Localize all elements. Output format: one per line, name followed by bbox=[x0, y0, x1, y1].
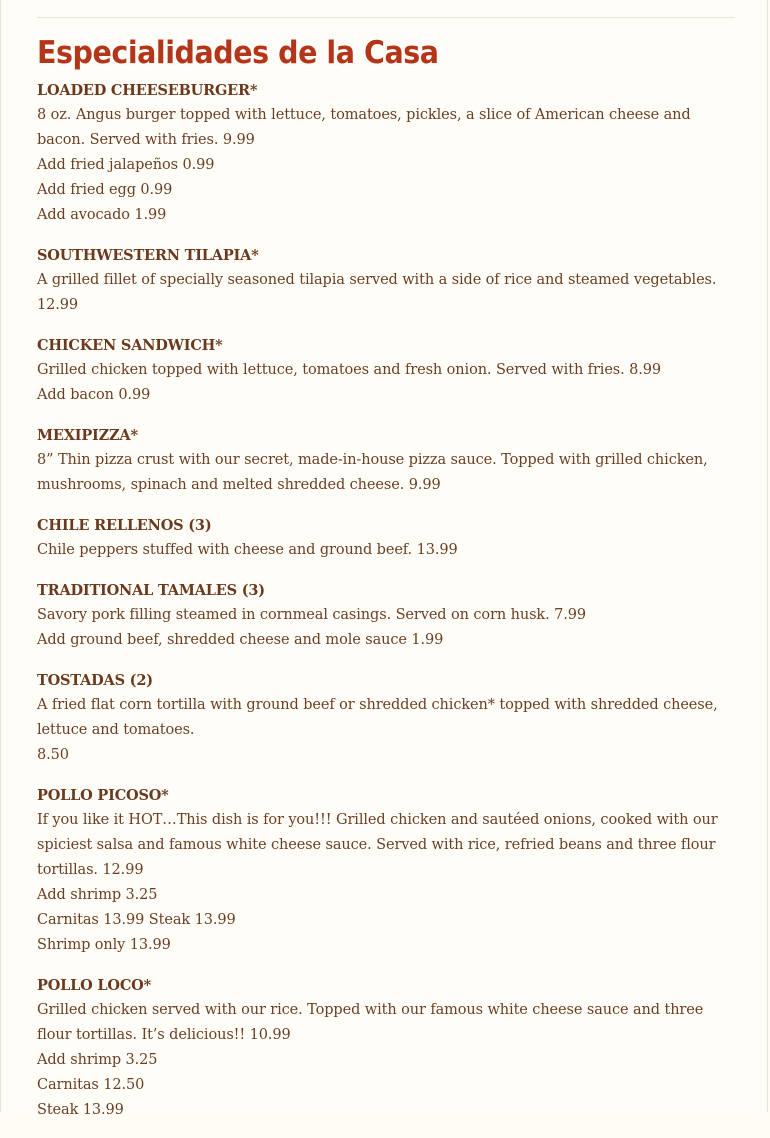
menu-item-name: POLLO LOCO* bbox=[37, 977, 151, 994]
menu-item-detail: Add bacon 0.99 bbox=[37, 387, 151, 403]
menu-item-detail: Carnitas 12.50 bbox=[37, 1077, 145, 1093]
menu-item bbox=[37, 783, 737, 958]
menu-item-detail: A fried flat corn tortilla with ground beef or shredded chicken* topped with shredded cheese, lettuce and tomatoes. bbox=[37, 697, 718, 738]
menu-item-name: LOADED CHEESEBURGER* bbox=[37, 82, 258, 99]
menu-item bbox=[37, 243, 737, 318]
section-title: Especialidades de la Casa bbox=[37, 35, 439, 71]
menu-item bbox=[37, 578, 737, 653]
menu-item-detail: Add fried jalapeños 0.99 bbox=[37, 157, 215, 173]
menu-item-name: MEXIPIZZA* bbox=[37, 427, 138, 444]
menu-item-detail: If you like it HOT…This dish is for you!!! Grilled chicken and sautéed onions, cooked with our spiciest salsa and famous white cheese sauce. Served with rice, refried beans and three flour tortillas. 12.99 bbox=[37, 812, 718, 878]
menu-item-detail: 8 oz. Angus burger topped with lettuce, tomatoes, pickles, a slice of American cheese and bacon. Served with fries. 9.99 bbox=[37, 107, 691, 148]
menu-item-list bbox=[37, 78, 737, 1123]
menu-item-name: CHICKEN SANDWICH* bbox=[37, 337, 223, 354]
menu-item-detail: Grilled chicken served with our rice. Topped with our famous white cheese sauce and three flour tortillas. It’s delicious!! 10.99 bbox=[37, 1002, 704, 1043]
menu-item-name: POLLO PICOSO* bbox=[37, 787, 169, 804]
menu-item-name: TOSTADAS (2) bbox=[37, 672, 153, 689]
menu-item-name: SOUTHWESTERN TILAPIA* bbox=[37, 247, 259, 264]
menu-item-detail: Add shrimp 3.25 bbox=[37, 887, 158, 903]
menu-item bbox=[37, 333, 737, 408]
menu-item-detail: 8.50 bbox=[37, 747, 69, 763]
menu-item-detail: 8” Thin pizza crust with our secret, made-in-house pizza sauce. Topped with grilled chicken, mushrooms, spinach and melted shredded cheese. 9.99 bbox=[37, 452, 708, 493]
menu-item-detail: Shrimp only 13.99 bbox=[37, 937, 171, 953]
menu-content bbox=[37, 34, 737, 1138]
top-divider bbox=[37, 17, 735, 18]
menu-item-detail: Add avocado 1.99 bbox=[37, 207, 167, 223]
menu-item bbox=[37, 78, 737, 228]
menu-item bbox=[37, 668, 737, 768]
menu-item-detail: Steak 13.99 bbox=[37, 1102, 124, 1118]
menu-item-detail: Chile peppers stuffed with cheese and ground beef. 13.99 bbox=[37, 542, 458, 558]
menu-item-detail: Add shrimp 3.25 bbox=[37, 1052, 158, 1068]
menu-item-detail: Add ground beef, shredded cheese and mole sauce 1.99 bbox=[37, 632, 444, 648]
menu-item-detail: Add fried egg 0.99 bbox=[37, 182, 173, 198]
menu-item bbox=[37, 973, 737, 1123]
menu-item-detail: A grilled fillet of specially seasoned tilapia served with a side of rice and steamed vegetables. 12.99 bbox=[37, 272, 717, 313]
menu-item-detail: Grilled chicken topped with lettuce, tomatoes and fresh onion. Served with fries. 8.99 bbox=[37, 362, 662, 378]
menu-item-detail: Carnitas 13.99 Steak 13.99 bbox=[37, 912, 236, 928]
menu-item-name: CHILE RELLENOS (3) bbox=[37, 517, 212, 534]
menu-item bbox=[37, 423, 737, 498]
menu-item bbox=[37, 513, 737, 563]
menu-item-name: TRADITIONAL TAMALES (3) bbox=[37, 582, 265, 599]
menu-item-detail: Savory pork filling steamed in cornmeal casings. Served on corn husk. 7.99 bbox=[37, 607, 587, 623]
